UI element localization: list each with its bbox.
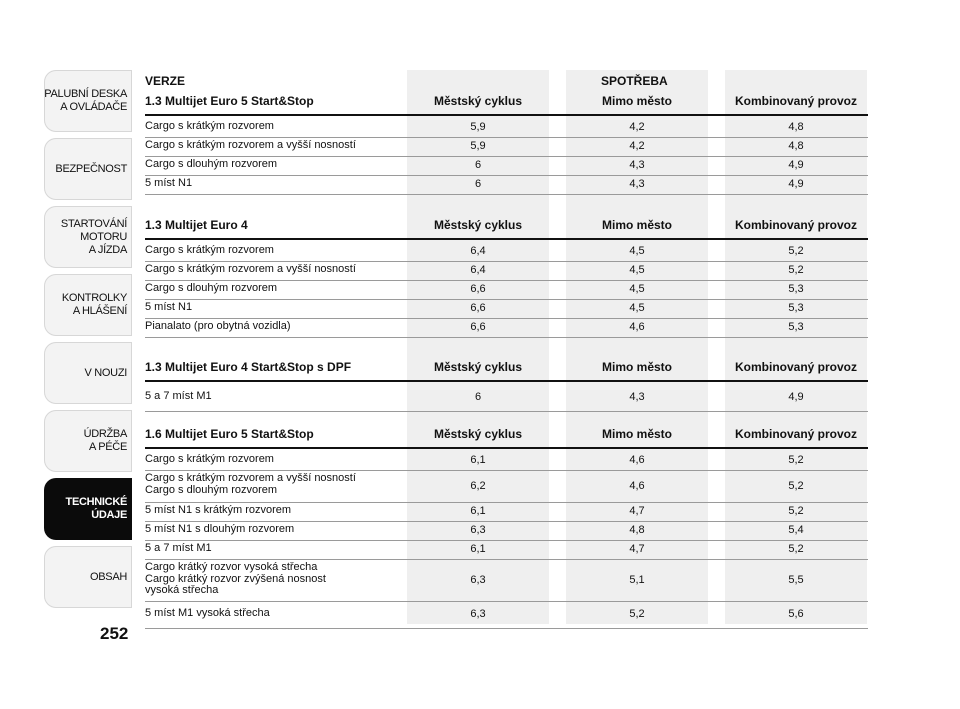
- cell-value: 6,4: [470, 264, 486, 276]
- table-row: [145, 471, 868, 503]
- cell-value: 4,3: [629, 391, 645, 403]
- row-label: Cargo s dlouhým rozvorem: [145, 158, 278, 170]
- cell-value: 4,8: [629, 524, 645, 536]
- tab-label: TECHNICKÉ ÚDAJE: [65, 496, 127, 521]
- section-header: [145, 90, 868, 116]
- tab-udrzba[interactable]: [44, 410, 132, 472]
- table-row: [145, 243, 868, 262]
- table-row: [145, 522, 868, 541]
- table-row: [145, 319, 868, 338]
- table-row: [145, 560, 868, 602]
- tab-bezpecnost[interactable]: [44, 138, 132, 200]
- cell-value: 5,5: [788, 574, 804, 586]
- cell-value: 6,3: [470, 524, 486, 536]
- row-label: Pianalato (pro obytná vozidla): [145, 320, 291, 332]
- col-header-kombinovany: Kombinovaný provoz: [734, 427, 857, 441]
- cell-value: 6: [474, 159, 482, 171]
- row-label: 5 a 7 míst M1: [145, 390, 212, 402]
- row-label: 5 míst N1 s krátkým rozvorem: [145, 504, 292, 516]
- cell-value: 5,9: [470, 121, 486, 133]
- cell-value: 4,5: [629, 264, 645, 276]
- cell-value: 4,9: [788, 159, 804, 171]
- row-label: 5 míst N1: [145, 301, 193, 313]
- tab-palubni-deska[interactable]: [44, 70, 132, 132]
- cell-value: 5,2: [788, 245, 804, 257]
- cell-value: 4,6: [629, 480, 645, 492]
- section-euro5-16: [145, 423, 868, 629]
- table-row: [145, 176, 868, 195]
- table-row: [145, 300, 868, 319]
- row-label: Cargo s krátkým rozvorem: [145, 453, 274, 465]
- tab-startovani[interactable]: [44, 206, 132, 268]
- tab-technicke-udaje[interactable]: [44, 478, 132, 540]
- chapter-sidebar: [44, 70, 132, 614]
- table-row: [145, 281, 868, 300]
- cell-value: 4,6: [629, 321, 645, 333]
- cell-value: 6,4: [470, 245, 486, 257]
- table-row: [145, 602, 868, 629]
- cell-value: 4,2: [629, 121, 645, 133]
- tab-obsah[interactable]: [44, 546, 132, 608]
- section-euro4-dpf: [145, 356, 868, 412]
- section-title: 1.3 Multijet Euro 4 Start&Stop s DPF: [145, 360, 352, 374]
- tab-label: STARTOVÁNÍ MOTORU A JÍZDA: [60, 217, 127, 256]
- section-title: 1.3 Multijet Euro 4: [145, 218, 248, 232]
- row-label: 5 míst N1 s dlouhým rozvorem: [145, 523, 295, 535]
- table-row: [145, 385, 868, 412]
- section-title: 1.6 Multijet Euro 5 Start&Stop: [145, 427, 314, 441]
- cell-value: 4,9: [788, 178, 804, 190]
- cell-value: 4,8: [788, 140, 804, 152]
- table-row: [145, 503, 868, 522]
- cell-value: 6,1: [470, 505, 486, 517]
- col-header-mimo: Mimo město: [601, 94, 672, 108]
- section-euro5-13: [145, 90, 868, 195]
- tab-v-nouzi[interactable]: [44, 342, 132, 404]
- tab-label: ÚDRŽBA A PÉČE: [83, 428, 127, 453]
- row-label: 5 míst N1: [145, 177, 193, 189]
- verze-heading: VERZE: [145, 74, 186, 88]
- cell-value: 5,4: [788, 524, 804, 536]
- col-header-mestsky: Městský cyklus: [433, 94, 523, 108]
- cell-value: 6,6: [470, 302, 486, 314]
- cell-value: 6,2: [470, 480, 486, 492]
- cell-value: 4,7: [629, 543, 645, 555]
- row-label: Cargo s dlouhým rozvorem: [145, 282, 278, 294]
- col-header-kombinovany: Kombinovaný provoz: [734, 218, 857, 232]
- cell-value: 4,7: [629, 505, 645, 517]
- cell-value: 4,5: [629, 283, 645, 295]
- table-row: [145, 452, 868, 471]
- table-row: [145, 541, 868, 560]
- row-label: 5 míst M1 vysoká střecha: [145, 607, 270, 619]
- row-label: Cargo s krátkým rozvorem a vyšší nosností: [145, 139, 356, 151]
- col-header-mimo: Mimo město: [601, 427, 672, 441]
- col-header-mimo: Mimo město: [601, 218, 672, 232]
- cell-value: 4,9: [788, 391, 804, 403]
- cell-value: 5,3: [788, 302, 804, 314]
- tab-label: V NOUZI: [84, 366, 127, 379]
- table-row: [145, 119, 868, 138]
- cell-value: 5,6: [788, 608, 804, 620]
- cell-value: 5,2: [788, 480, 804, 492]
- tab-label: PALUBNÍ DESKA A OVLÁDAČE: [44, 88, 127, 113]
- cell-value: 6,3: [470, 608, 486, 620]
- table-row: [145, 262, 868, 281]
- section-header: [145, 423, 868, 449]
- section-header: [145, 356, 868, 382]
- tab-kontrolky[interactable]: [44, 274, 132, 336]
- cell-value: 4,3: [629, 159, 645, 171]
- cell-value: 5,3: [788, 283, 804, 295]
- cell-value: 4,6: [629, 454, 645, 466]
- cell-value: 6,1: [470, 543, 486, 555]
- col-header-kombinovany: Kombinovaný provoz: [734, 94, 857, 108]
- section-euro4-13: [145, 214, 868, 338]
- spotreba-heading: SPOTŘEBA: [601, 74, 668, 88]
- col-header-mestsky: Městský cyklus: [433, 427, 523, 441]
- cell-value: 5,2: [788, 264, 804, 276]
- cell-value: 4,5: [629, 245, 645, 257]
- cell-value: 6,6: [470, 283, 486, 295]
- col-header-kombinovany: Kombinovaný provoz: [734, 360, 857, 374]
- cell-value: 6,1: [470, 454, 486, 466]
- cell-value: 5,9: [470, 140, 486, 152]
- cell-value: 4,8: [788, 121, 804, 133]
- row-label: Cargo s krátkým rozvorem: [145, 244, 274, 256]
- cell-value: 4,2: [629, 140, 645, 152]
- table-row: [145, 157, 868, 176]
- cell-value: 4,3: [629, 178, 645, 190]
- cell-value: 6,6: [470, 321, 486, 333]
- row-label: Cargo krátký rozvor vysoká střecha Cargo krátký rozvor zvýšená nosnost vysoká střecha: [145, 561, 326, 596]
- cell-value: 6,3: [470, 574, 486, 586]
- row-label: Cargo s krátkým rozvorem a vyšší nosností: [145, 263, 356, 275]
- tab-label: BEZPEČNOST: [55, 162, 127, 175]
- cell-value: 5,1: [629, 574, 645, 586]
- row-label: Cargo s krátkým rozvorem a vyšší nosností Cargo s dlouhým rozvorem: [145, 472, 356, 496]
- tab-label: OBSAH: [89, 570, 127, 583]
- cell-value: 5,2: [788, 543, 804, 555]
- col-header-mestsky: Městský cyklus: [433, 360, 523, 374]
- cell-value: 5,2: [629, 608, 645, 620]
- table-row: [145, 138, 868, 157]
- cell-value: 5,3: [788, 321, 804, 333]
- col-header-mimo: Mimo město: [601, 360, 672, 374]
- cell-value: 5,2: [788, 454, 804, 466]
- page-number: 252: [100, 624, 129, 643]
- col-header-mestsky: Městský cyklus: [433, 218, 523, 232]
- cell-value: 5,2: [788, 505, 804, 517]
- cell-value: 6: [474, 178, 482, 190]
- row-label: Cargo s krátkým rozvorem: [145, 120, 274, 132]
- cell-value: 4,5: [629, 302, 645, 314]
- row-label: 5 a 7 míst M1: [145, 542, 212, 554]
- cell-value: 6: [474, 391, 482, 403]
- tab-label: KONTROLKY A HLÁŠENÍ: [61, 292, 127, 317]
- section-title: 1.3 Multijet Euro 5 Start&Stop: [145, 94, 314, 108]
- section-header: [145, 214, 868, 240]
